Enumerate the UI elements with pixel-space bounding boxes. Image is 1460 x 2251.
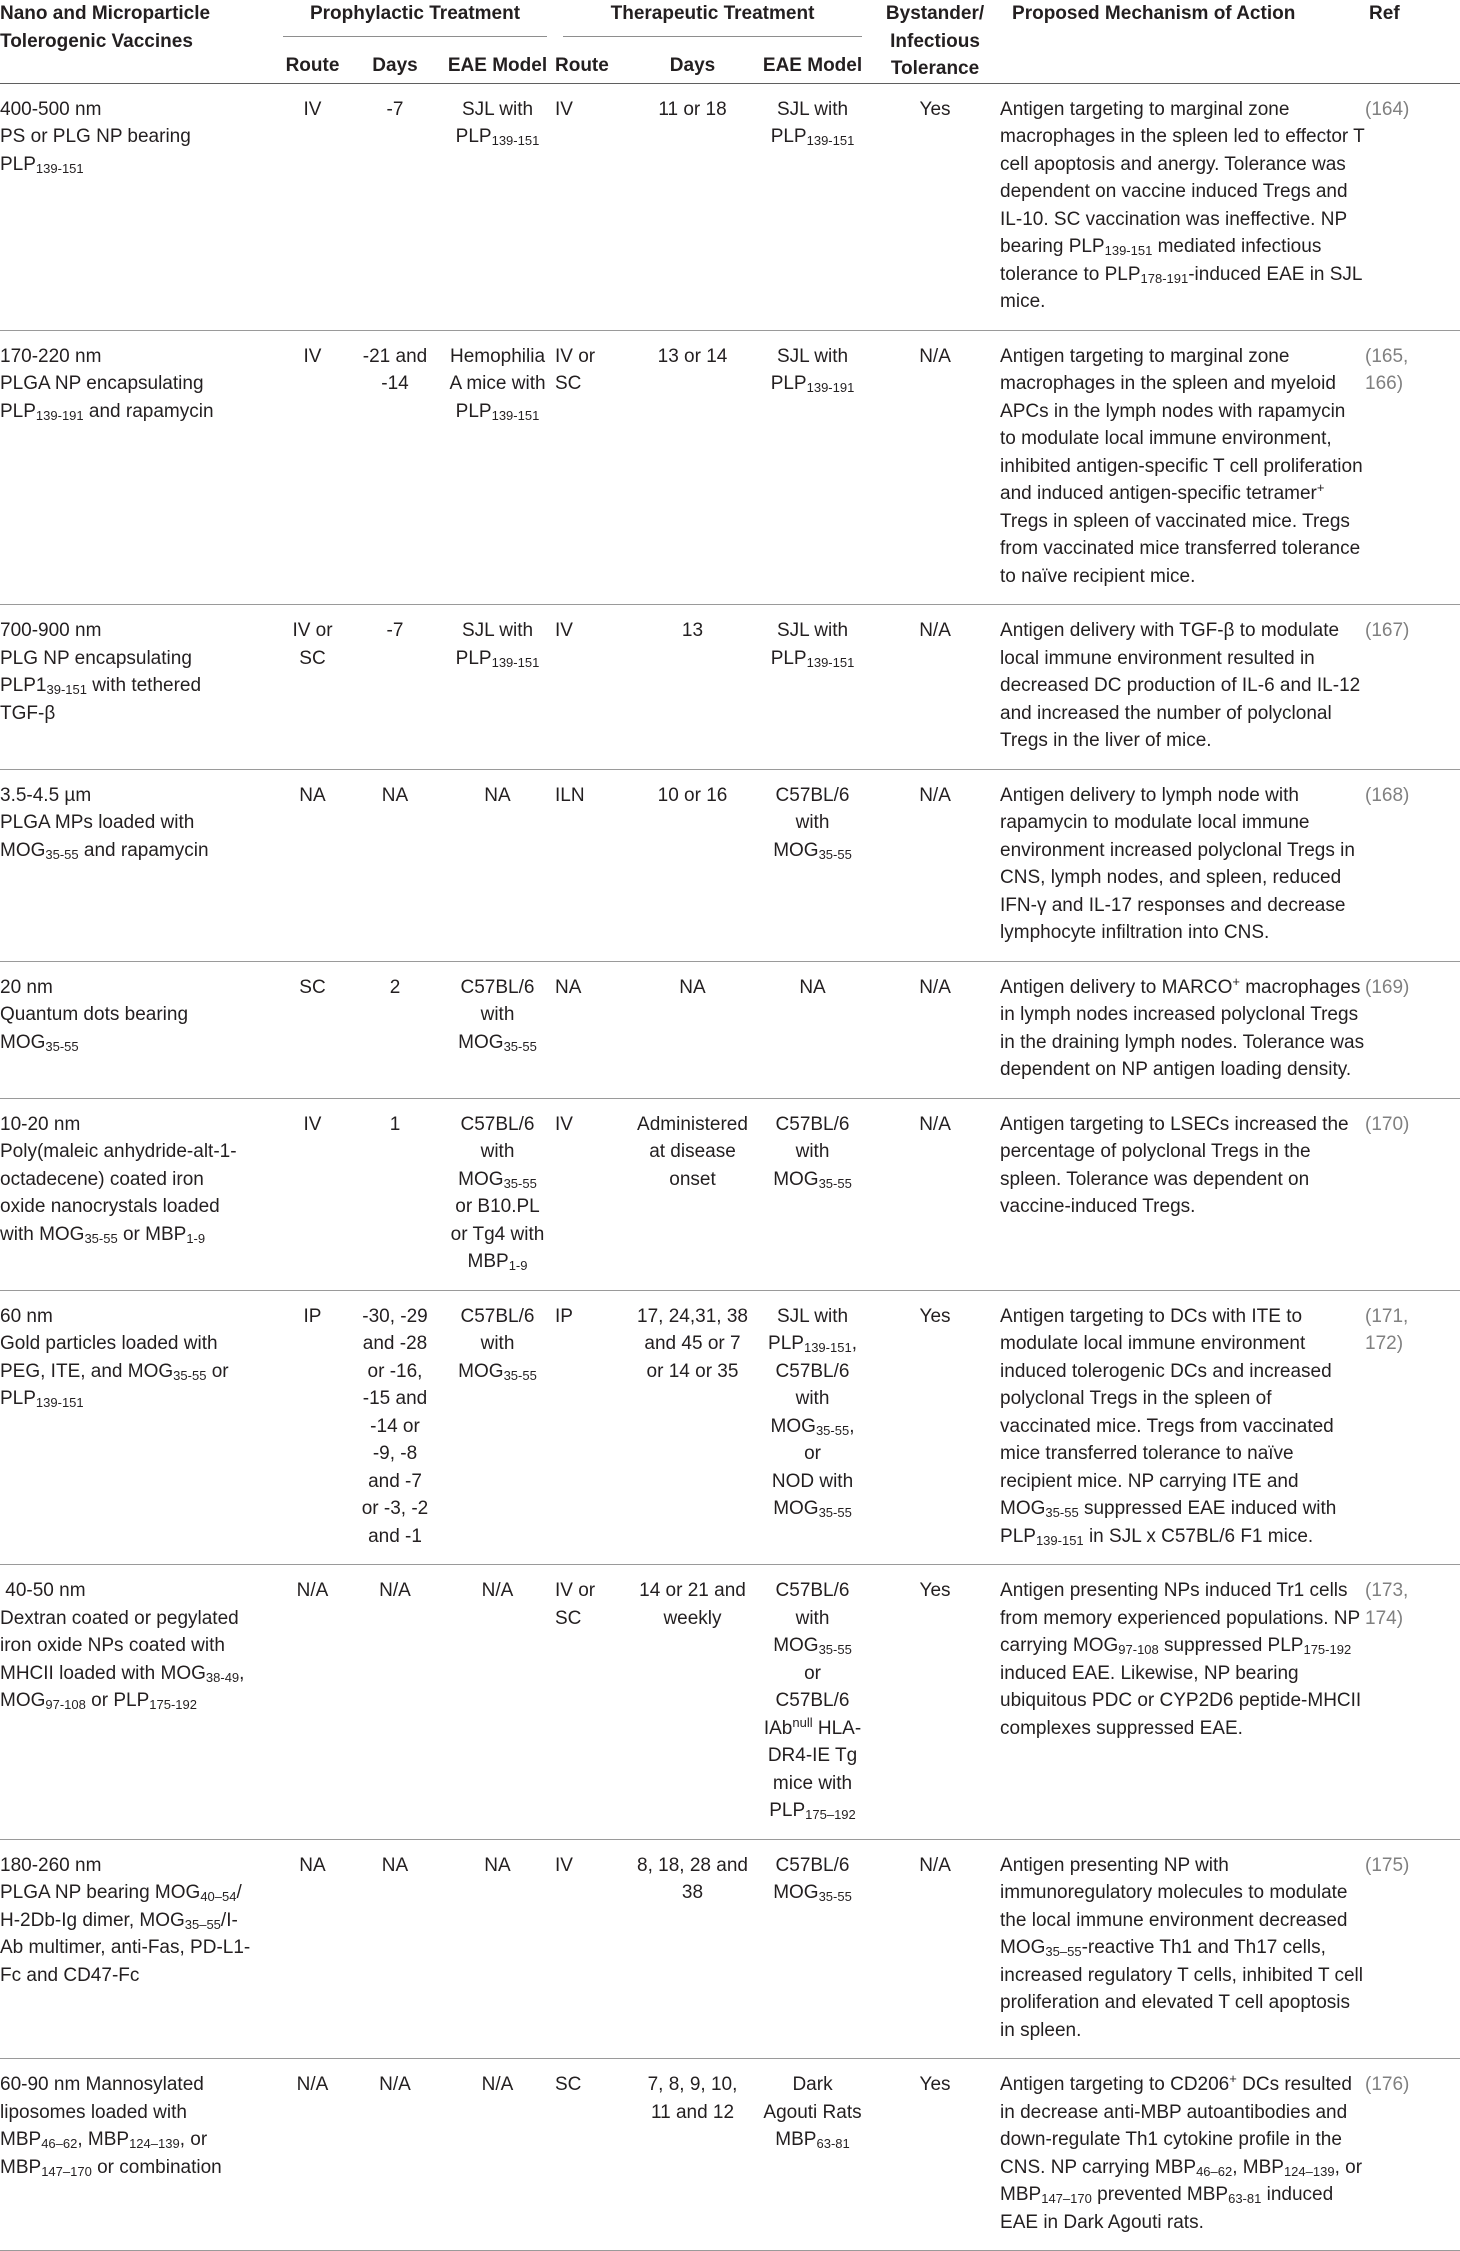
header-pro-days: Days — [350, 52, 440, 83]
reference-cell[interactable]: (171, 172) — [1365, 1305, 1409, 1354]
therapeutic-eae-model-cell: C57BL/6 with $MOG_{35-55}$ — [773, 784, 852, 862]
prophylactic-route-cell: SC — [299, 976, 326, 998]
mechanism-cell: Antigen targeting to LSECs increased the percentage of polyclonal Tregs in the spleen. Tolerance was dependent on vaccine-induced Tregs. — [1000, 1113, 1349, 1217]
bystander-tolerance-cell: Yes — [919, 1305, 951, 1327]
mechanism-cell: Antigen targeting to DCs with ITE to modulate local immune environment induced tolerogenic DCs and increased polyclonal Tregs in the spleen of vaccinated mice. Tregs from vaccinated mice transferred tolerance to naïve recipient mice. NP carrying ITE and $MOG_{35-55}$ suppressed EAE induced with $PLP_{139-151}$ in SJL x C57BL/6 F1 mice. — [1000, 1305, 1337, 1548]
therapeutic-eae-model-cell: SJL with $PLP_{139-151}$ — [770, 98, 855, 148]
bystander-tolerance-cell: N/A — [919, 345, 951, 367]
therapeutic-days-cell: 7, 8, 9, 10, 11 and 12 — [647, 2074, 738, 2123]
vaccine-cell: 180-260 nm PLGA NP bearing $MOG_{40-54}/$ H-2Db-Ig dimer, $MOG_{35-55}/I-$ Ab multimer, anti-Fas, PD-L1- Fc and CD47-Fc — [0, 1854, 251, 1986]
prophylactic-eae-model-cell: NA — [484, 784, 511, 806]
therapeutic-route-cell: SC — [555, 2074, 582, 2095]
therapeutic-eae-model-cell: SJL with $PLP_{139-151}$ — [770, 620, 855, 670]
prophylactic-eae-model-cell: N/A — [481, 2074, 514, 2095]
reference-cell[interactable]: (169) — [1365, 976, 1410, 998]
table-row — [0, 330, 1460, 605]
prophylactic-days-cell: -21 and -14 — [362, 345, 428, 394]
prophylactic-route-cell: NA — [299, 1854, 326, 1876]
vaccine-cell: 10-20 nm Poly(maleic anhydride-alt-1- octadecene) coated iron oxide nanocrystals loaded with $MOG_{35-55}$ or $MBP_{1-9}$ — [0, 1113, 237, 1246]
therapeutic-eae-model-cell: C57BL/6 $MOG_{35-55}$ — [773, 1854, 852, 1904]
therapeutic-days-cell: 11 or 18 — [658, 98, 727, 120]
prophylactic-eae-model-cell: NA — [484, 1854, 511, 1876]
prophylactic-days-cell: N/A — [379, 1580, 411, 1601]
prophylactic-days-cell: -30, -29 and -28 or -16, -15 and -14 or -9, -8 and -7 or -3, -2 and -1 — [361, 1305, 429, 1547]
vaccine-cell: 400-500 nm PS or PLG NP bearing $PLP_{139-151}$ — [0, 98, 191, 176]
therapeutic-days-cell: 14 or 21 and weekly — [639, 1580, 746, 1629]
vaccine-cell: 170-220 nm PLGA NP encapsulating $PLP_{139-191}$ and rapamycin — [0, 345, 214, 423]
prophylactic-eae-model-cell: C57BL/6 with $MOG_{35-55}$ — [458, 976, 537, 1054]
reference-cell[interactable]: (167) — [1365, 620, 1410, 641]
table-row — [0, 83, 1460, 330]
bystander-tolerance-cell: N/A — [919, 1113, 951, 1135]
bystander-tolerance-cell: N/A — [919, 976, 951, 998]
therapeutic-route-cell: NA — [555, 976, 582, 998]
therapeutic-days-cell: 13 or 14 — [657, 345, 728, 367]
vaccine-cell: 700-900 nm PLG NP encapsulating $PLP1_{39-151}$ with tethered TGF-β — [0, 620, 202, 724]
table-row — [0, 1839, 1460, 2059]
prophylactic-days-cell: 2 — [389, 976, 401, 998]
vaccine-cell: 60-90 nm Mannosylated liposomes loaded with $MBP_{46-62}$, $MBP_{124-139}$, or $MBP_{147-170}$ or combination — [0, 2074, 222, 2179]
prophylactic-route-cell: N/A — [296, 1580, 329, 1601]
prophylactic-eae-model-cell: SJL with $PLP_{139-151}$ — [455, 98, 540, 148]
prophylactic-route-cell: N/A — [296, 2074, 329, 2095]
therapeutic-route-cell: IV — [555, 98, 573, 120]
mechanism-cell: Antigen targeting to marginal zone macrophages in the spleen and myeloid APCs in the lymph nodes with rapamycin to modulate local immune environment, inhibited antigen-specific T cell proliferation and induced antigen-specific tetramer+ Tregs in spleen of vaccinated mice. Tregs from vaccinated mice transferred tolerance to naïve recipient mice. — [1000, 345, 1363, 587]
bystander-tolerance-cell: Yes — [919, 98, 951, 120]
prophylactic-days-cell: -7 — [386, 620, 404, 641]
header-mechanism: Proposed Mechanism of Action — [1000, 0, 1365, 83]
therapeutic-route-cell: IV or SC — [555, 1580, 596, 1629]
prophylactic-route-cell: IV or SC — [292, 620, 333, 669]
vaccine-cell: 60 nm Gold particles loaded with PEG, ITE, and $MOG_{35-55}$ or $PLP_{139-151}$ — [0, 1305, 229, 1410]
therapeutic-route-cell: IV — [555, 1854, 573, 1876]
header-ther-days: Days — [630, 52, 755, 83]
vaccine-cell: 40-50 nm Dextran coated or pegylated iron oxide NPs coated with MHCII loaded with $MOG_{38-49}$, $MOG_{97-108}$ or $PLP_{175-192}$ — [0, 1580, 245, 1712]
prophylactic-route-cell: IP — [303, 1305, 322, 1327]
prophylactic-route-cell: IV — [303, 1113, 322, 1135]
header-therapeutic-label: Therapeutic Treatment — [563, 0, 862, 37]
table-row — [0, 605, 1460, 770]
prophylactic-eae-model-cell: C57BL/6 with $MOG_{35-55}$ — [458, 1305, 537, 1383]
reference-cell[interactable]: (168) — [1365, 784, 1410, 806]
therapeutic-route-cell: IP — [555, 1305, 573, 1327]
therapeutic-days-cell: 17, 24,31, 38 and 45 or 7 or 14 or 35 — [637, 1305, 748, 1382]
prophylactic-eae-model-cell: SJL with $PLP_{139-151}$ — [455, 620, 540, 670]
header-ther-eae-model: EAE Model — [755, 52, 870, 83]
bystander-tolerance-cell: N/A — [919, 784, 951, 806]
prophylactic-days-cell: 1 — [389, 1113, 401, 1135]
reference-cell[interactable]: (164) — [1365, 98, 1410, 120]
prophylactic-days-cell: NA — [381, 784, 409, 806]
mechanism-cell: Antigen targeting to marginal zone macrophages in the spleen led to effector T cell apoptosis and anergy. Tolerance was dependent on vaccine induced Tregs and IL-10. SC vaccination was ineffective. NP bearing $PLP_{139-151}$ mediated infectious tolerance to $PLP_{178-191}$-induced EAE in SJL mice. — [1000, 98, 1365, 312]
reference-cell[interactable]: (173, 174) — [1365, 1580, 1409, 1629]
vaccine-cell: 20 nm Quantum dots bearing $MOG_{35-55}$ — [0, 976, 189, 1054]
therapeutic-days-cell: 10 or 16 — [657, 784, 728, 806]
table-row — [0, 1290, 1460, 1565]
prophylactic-route-cell: NA — [299, 784, 326, 806]
reference-cell[interactable]: (170) — [1365, 1113, 1410, 1135]
therapeutic-eae-model-cell: C57BL/6 with $MOG_{35-55}$ or C57BL/6 IAb$^{null}$ HLA- DR4-IE Tg mice with $PLP_{175-192}$ — [763, 1580, 862, 1822]
reference-cell[interactable]: (175) — [1365, 1854, 1410, 1876]
therapeutic-eae-model-cell: Dark Agouti Rats $MBP_{63-81}$ — [763, 2074, 862, 2151]
mechanism-cell: Antigen presenting NP with immunoregulatory molecules to modulate the local immune environment decreased $MOG_{35-55}$-reactive Th1 and Th17 cells, increased regulatory T cells, inhibited T cell proliferation and elevated T cell apoptosis in spleen. — [1000, 1854, 1363, 2041]
mechanism-cell: Antigen delivery with TGF-β to modulate local immune environment resulted in decreased DC production of IL-6 and IL-12 and increased the number of polyclonal Tregs in the liver of mice. — [1000, 620, 1361, 751]
bystander-tolerance-cell: N/A — [919, 620, 951, 641]
prophylactic-eae-model-cell: Hemophilia A mice with $PLP_{139-151}$ — [449, 345, 546, 423]
table-row — [0, 961, 1460, 1098]
prophylactic-route-cell: IV — [303, 345, 322, 367]
therapeutic-route-cell: ILN — [555, 784, 585, 806]
prophylactic-days-cell: N/A — [379, 2074, 411, 2095]
therapeutic-days-cell: Administered at disease onset — [637, 1113, 748, 1190]
table-row — [0, 1098, 1460, 1290]
therapeutic-route-cell: IV or SC — [555, 345, 596, 394]
reference-cell[interactable]: (165, 166) — [1365, 345, 1409, 394]
bystander-tolerance-cell: Yes — [919, 1580, 951, 1601]
table-body — [0, 83, 1460, 2251]
therapeutic-eae-model-cell: C57BL/6 with $MOG_{35-55}$ — [773, 1113, 852, 1191]
therapeutic-eae-model-cell: SJL with $PLP_{139-191}$ — [770, 345, 855, 395]
bystander-tolerance-cell: Yes — [919, 2074, 951, 2095]
therapeutic-eae-model-cell: NA — [799, 976, 826, 998]
therapeutic-eae-model-cell: SJL with $PLP_{139-151}$, C57BL/6 with $MOG_{35-55}$, or NOD with $MOG_{35-55}$ — [768, 1305, 857, 1520]
therapeutic-days-cell: NA — [679, 976, 706, 998]
header-therapeutic-treatment — [555, 0, 870, 52]
mechanism-cell: Antigen targeting to CD206+ DCs resulted in decrease anti-MBP autoantibodies and down-regulate Th1 cytokine profile in the CNS. NP carrying $MBP_{46-62}$, $MBP_{124-139}$, or $MBP_{147-170}$ prevented $MBP_{63-81}$ induced EAE in Dark Agouti rats. — [1000, 2071, 1363, 2233]
prophylactic-days-cell: -7 — [386, 98, 404, 120]
table-row — [0, 2059, 1460, 2251]
table-row — [0, 769, 1460, 961]
mechanism-cell: Antigen delivery to lymph node with rapamycin to modulate local immune environment increased polyclonal Tregs in CNS, lymph nodes, and spleen, reduced IFN-γ and IL-17 responses and decrease lymphocyte infiltration into CNS. — [1000, 784, 1355, 943]
prophylactic-route-cell: IV — [303, 98, 322, 120]
prophylactic-eae-model-cell: N/A — [481, 1580, 514, 1601]
therapeutic-days-cell: 8, 18, 28 and 38 — [637, 1854, 748, 1903]
therapeutic-route-cell: IV — [555, 620, 573, 641]
header-bystander-tolerance: Bystander/ Infectious Tolerance — [870, 0, 1000, 83]
vaccine-cell: 3.5-4.5 µm PLGA MPs loaded with $MOG_{35-55}$ and rapamycin — [0, 784, 209, 862]
header-ref: Ref — [1365, 0, 1460, 83]
reference-cell[interactable]: (176) — [1365, 2074, 1410, 2095]
bystander-tolerance-cell: N/A — [919, 1854, 951, 1876]
prophylactic-eae-model-cell: C57BL/6 with $MOG_{35-55}$ or B10.PL or Tg4 with $MBP_{1-9}$ — [450, 1113, 545, 1273]
header-pro-route: Route — [275, 52, 350, 83]
header-vaccines: Nano and Microparticle Tolerogenic Vaccines — [0, 0, 275, 83]
therapeutic-route-cell: IV — [555, 1113, 573, 1135]
table-row — [0, 1565, 1460, 1840]
mechanism-cell: Antigen presenting NPs induced Tr1 cells from memory experienced populations. NP carrying $MOG_{97-108}$ suppressed $PLP_{175-192}$ induced EAE. Likewise, NP bearing ubiquitous PDC or CYP2D6 peptide-MHCII complexes suppressed EAE. — [1000, 1580, 1362, 1739]
header-prophylactic-label: Prophylactic Treatment — [283, 0, 547, 37]
header-pro-eae-model: EAE Model — [440, 52, 555, 83]
header-ther-route: Route — [555, 52, 630, 83]
header-prophylactic-treatment — [275, 0, 555, 52]
therapeutic-days-cell: 13 — [681, 620, 704, 641]
mechanism-cell: Antigen delivery to MARCO+ macrophages in lymph nodes increased polyclonal Tregs in the draining lymph nodes. Tolerance was dependent on NP antigen loading density. — [1000, 973, 1365, 1080]
prophylactic-days-cell: NA — [381, 1854, 409, 1876]
table-header — [0, 0, 1460, 83]
